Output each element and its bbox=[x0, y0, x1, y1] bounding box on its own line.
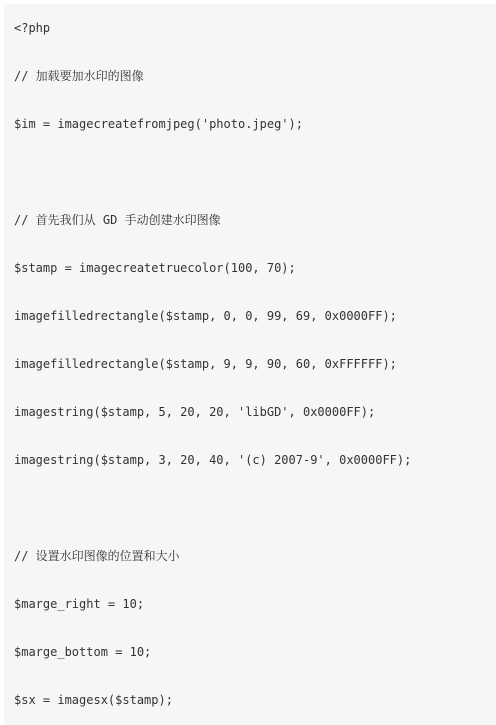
code-line: $marge_bottom = 10; bbox=[14, 645, 152, 659]
code-comment: // 设置水印图像的位置和大小 bbox=[14, 549, 180, 563]
code-block bbox=[4, 4, 496, 725]
code-comment: // 加载要加水印的图像 bbox=[14, 69, 144, 83]
code-line: $sx = imagesx($stamp); bbox=[14, 693, 173, 707]
code-comment: // 首先我们从 GD 手动创建水印图像 bbox=[14, 213, 221, 227]
code-line: <?php bbox=[14, 21, 51, 35]
code-line: $marge_right = 10; bbox=[14, 597, 145, 611]
code-line: imagestring($stamp, 5, 20, 20, 'libGD', 0x0000FF); bbox=[14, 405, 376, 419]
code-line: imagefilledrectangle($stamp, 9, 9, 90, 60, 0xFFFFFF); bbox=[14, 357, 397, 371]
code-line: $stamp = imagecreatetruecolor(100, 70); bbox=[14, 261, 296, 275]
code-line: $im = imagecreatefromjpeg('photo.jpeg'); bbox=[14, 117, 303, 131]
code-line: imagestring($stamp, 3, 20, 40, '(c) 2007-9', 0x0000FF); bbox=[14, 453, 412, 467]
code-line: imagefilledrectangle($stamp, 0, 0, 99, 69, 0x0000FF); bbox=[14, 309, 397, 323]
